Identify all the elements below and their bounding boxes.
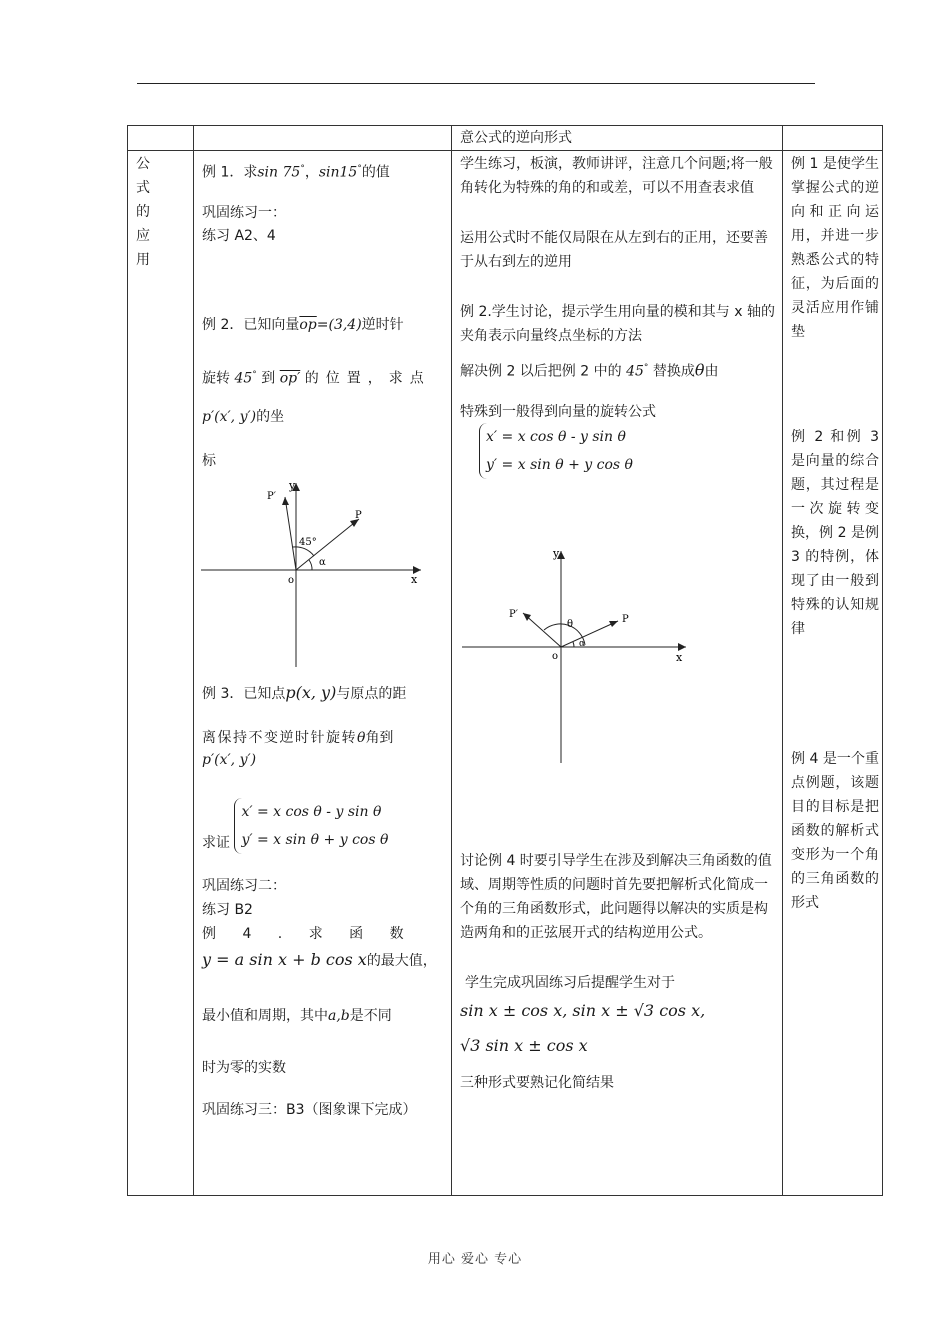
equation-system-1 [234, 798, 388, 854]
stage-char: 公 [136, 156, 150, 172]
example-1-comma: ， [304, 164, 319, 181]
stage-char: 应 [136, 228, 150, 244]
example-4-line-4: 时为零的实数 [202, 1060, 286, 1076]
practice-1-title: 巩固练习一： [202, 205, 286, 221]
activity-p7: 学生完成巩固练习后提醒学生对于 [465, 975, 675, 991]
angle-arc-alpha [573, 642, 574, 647]
alpha-label: α [579, 639, 586, 649]
note-3: 例 4 是一个重点例题，该题目的目标是把函数的解析式变形为一个角的三角函数的形式 [791, 751, 879, 911]
table-border-right [882, 125, 883, 1196]
activity-p2: 运用公式时不能仅局限在从左到右的正用，还要善于从右到左的逆用 [460, 230, 768, 270]
rotation-figure-1 [199, 473, 429, 669]
header-rule [137, 83, 815, 84]
point-p-prime: p′(x′, y′) [202, 409, 257, 425]
example-3-proof [202, 797, 388, 855]
example-4-min-period: 最小值和周期，其中 [202, 1008, 328, 1024]
activity-p1: 学生练习，板演，教师讲评，注意几个问题;将一般角转化为特殊的角的和或差，可以不用查表求值 [460, 156, 773, 196]
vector-p-prime [285, 497, 296, 570]
table-divider-1 [193, 125, 194, 1196]
activity-p8: 三种形式要熟记化简结果 [460, 1075, 614, 1091]
practice-2-items: 练习 B2 [202, 902, 253, 918]
stage-char: 式 [136, 180, 150, 196]
example-2-line-2 [202, 363, 447, 391]
x-label: x [411, 573, 418, 586]
x-axis-arrow [678, 643, 686, 651]
table-row-divider [127, 150, 883, 151]
stage-char: 的 [136, 204, 150, 220]
activity-p4-replace: 替换成 [652, 363, 695, 380]
rotation-figure-2 [460, 545, 692, 767]
angle-arc-alpha [309, 560, 312, 570]
prove-label: 求证 [202, 835, 230, 851]
note-2: 例 2 和例 3 是向量的综合题，其过程是一次旋转变换，例 2 是例 3 的特例，体现了由一般到特殊的认知规律 [791, 429, 879, 637]
equation-system-2 [479, 423, 633, 479]
example-4-max: 的最大值， [366, 953, 437, 969]
example-2-suffix: 逆时针 [361, 317, 404, 333]
example-3-angle-to: 角到 [365, 730, 394, 746]
example-3-line-1 [202, 681, 447, 706]
example-2-line-1 [202, 313, 447, 337]
function-expression: y = a sin x + b cos x [202, 950, 367, 969]
example-2-position: 的位置，求点 [304, 370, 431, 387]
p-prime-label: P′ [509, 609, 518, 620]
example-4-line-1: 例 4 . 求 函 数 [202, 926, 404, 942]
example-3-prefix: 例 3．已知点 [202, 686, 286, 702]
equation-system-2-wrap [479, 423, 633, 479]
alpha-label: α [319, 557, 326, 568]
example-2-rotate: 旋转 [202, 370, 230, 387]
example-4-line-2 [202, 948, 447, 973]
vector-op: $\overline{op}$ [299, 317, 317, 333]
row0-activity-cell: 意公式的逆向形式 [460, 130, 572, 146]
example-4-not: 是不同 [349, 1008, 392, 1024]
activity-p4-prefix: 解决例 2 以后把例 2 中的 [460, 363, 622, 380]
vector-op-prime: op′ [279, 370, 301, 387]
y-label: y [289, 479, 296, 492]
degree-mark: ° [643, 363, 649, 373]
table-divider-2 [451, 125, 452, 1196]
example-3-line-3 [202, 748, 256, 772]
practice-3: 巩固练习三：B3（图象课下完成） [202, 1102, 417, 1118]
ab-symbols: a,b [328, 1008, 350, 1024]
vector-p-prime-arrow [523, 613, 531, 621]
example-2-prefix: 例 2．已知向量 [202, 317, 300, 333]
activity-p4-suffix: 由 [704, 363, 719, 380]
table-divider-3 [782, 125, 783, 1196]
page-footer: 用心 爱心 专心 [427, 1252, 523, 1267]
stage-char: 用 [136, 252, 150, 268]
p-label: P [355, 510, 362, 521]
example-1-suffix: 的值 [361, 164, 390, 181]
activity-p3: 例 2.学生讨论，提示学生用向量的模和其与 x 轴的夹角表示向量终点坐标的方法 [460, 304, 775, 344]
point-p: p(x, y) [285, 683, 337, 702]
note-1: 例 1 是使学生掌握公式的逆向和正向运用，并进一步熟悉公式的特征，为后面的灵活应用作铺垫 [791, 156, 879, 340]
equation-y-prime: y′ = x sin θ + y cos θ [241, 832, 389, 848]
practice-2-title: 巩固练习二： [202, 878, 286, 894]
activity-p7-math-1: sin x ± cos x, sin x ± √3 cos x, [460, 1001, 706, 1020]
example-3-rotate: 离保持不变逆时针旋转 [202, 730, 357, 746]
practice-1-items: 练习 A2、4 [202, 228, 276, 244]
y-label: y [553, 547, 560, 560]
origin-label: o [552, 651, 559, 662]
example-2-to: 到 [261, 370, 276, 387]
theta-symbol: θ [694, 360, 705, 380]
degree-mark: ° [300, 164, 305, 174]
activity-p7-math-2: √3 sin x ± cos x [460, 1036, 588, 1055]
vector-value: =(3,4) [316, 317, 362, 333]
activity-p6: 讨论例 4 时要引导学生在涉及到解决三角函数的值域、周期等性质的问题时首先要把解析式化简成一个角的三角函数形式，此问题得以解决的实质是构造两角和的正弦展开式的结构逆用公式。 [460, 853, 772, 941]
angle-45: 45 [234, 370, 253, 387]
origin-label: o [288, 575, 295, 586]
p-prime-label: P′ [267, 491, 276, 502]
stage-label [136, 152, 166, 272]
p-label: P [622, 614, 629, 625]
example-4-line-3 [202, 1004, 447, 1028]
degree-mark: ° [357, 164, 362, 174]
x-label: x [676, 651, 683, 664]
example-2-line-4: 标 [202, 453, 216, 469]
table-border-left [127, 125, 128, 1196]
equation-x-prime: x′ = x cos θ - y sin θ [241, 804, 382, 820]
activity-p5: 特殊到一般得到向量的旋转公式 [460, 404, 656, 420]
theta-label: θ [567, 619, 574, 630]
example-1 [202, 157, 447, 185]
vector-p-prime-arrow [282, 497, 289, 505]
lesson-table [127, 125, 883, 1196]
point-p-prime-2: p′(x′, y′) [202, 752, 257, 768]
theta-symbol: θ [357, 730, 366, 746]
example-1-math-a: sin 75 [257, 164, 301, 181]
example-2-coord: 的坐 [256, 409, 285, 425]
example-3-line-2 [202, 726, 447, 750]
example-1-prefix: 例 1．求 [202, 164, 258, 181]
table-border-bottom [127, 1195, 883, 1196]
example-3-suffix: 与原点的距 [336, 686, 407, 702]
equation-y-prime: y′ = x sin θ + y cos θ [486, 457, 633, 473]
equation-x-prime: x′ = x cos θ - y sin θ [486, 429, 626, 445]
angle-45: 45 [626, 363, 644, 380]
example-1-math-b: sin15 [318, 164, 358, 181]
angle-45-label: 45° [299, 537, 317, 548]
activity-p4 [460, 356, 778, 384]
example-2-line-3 [202, 405, 284, 429]
degree-mark: ° [252, 370, 257, 380]
